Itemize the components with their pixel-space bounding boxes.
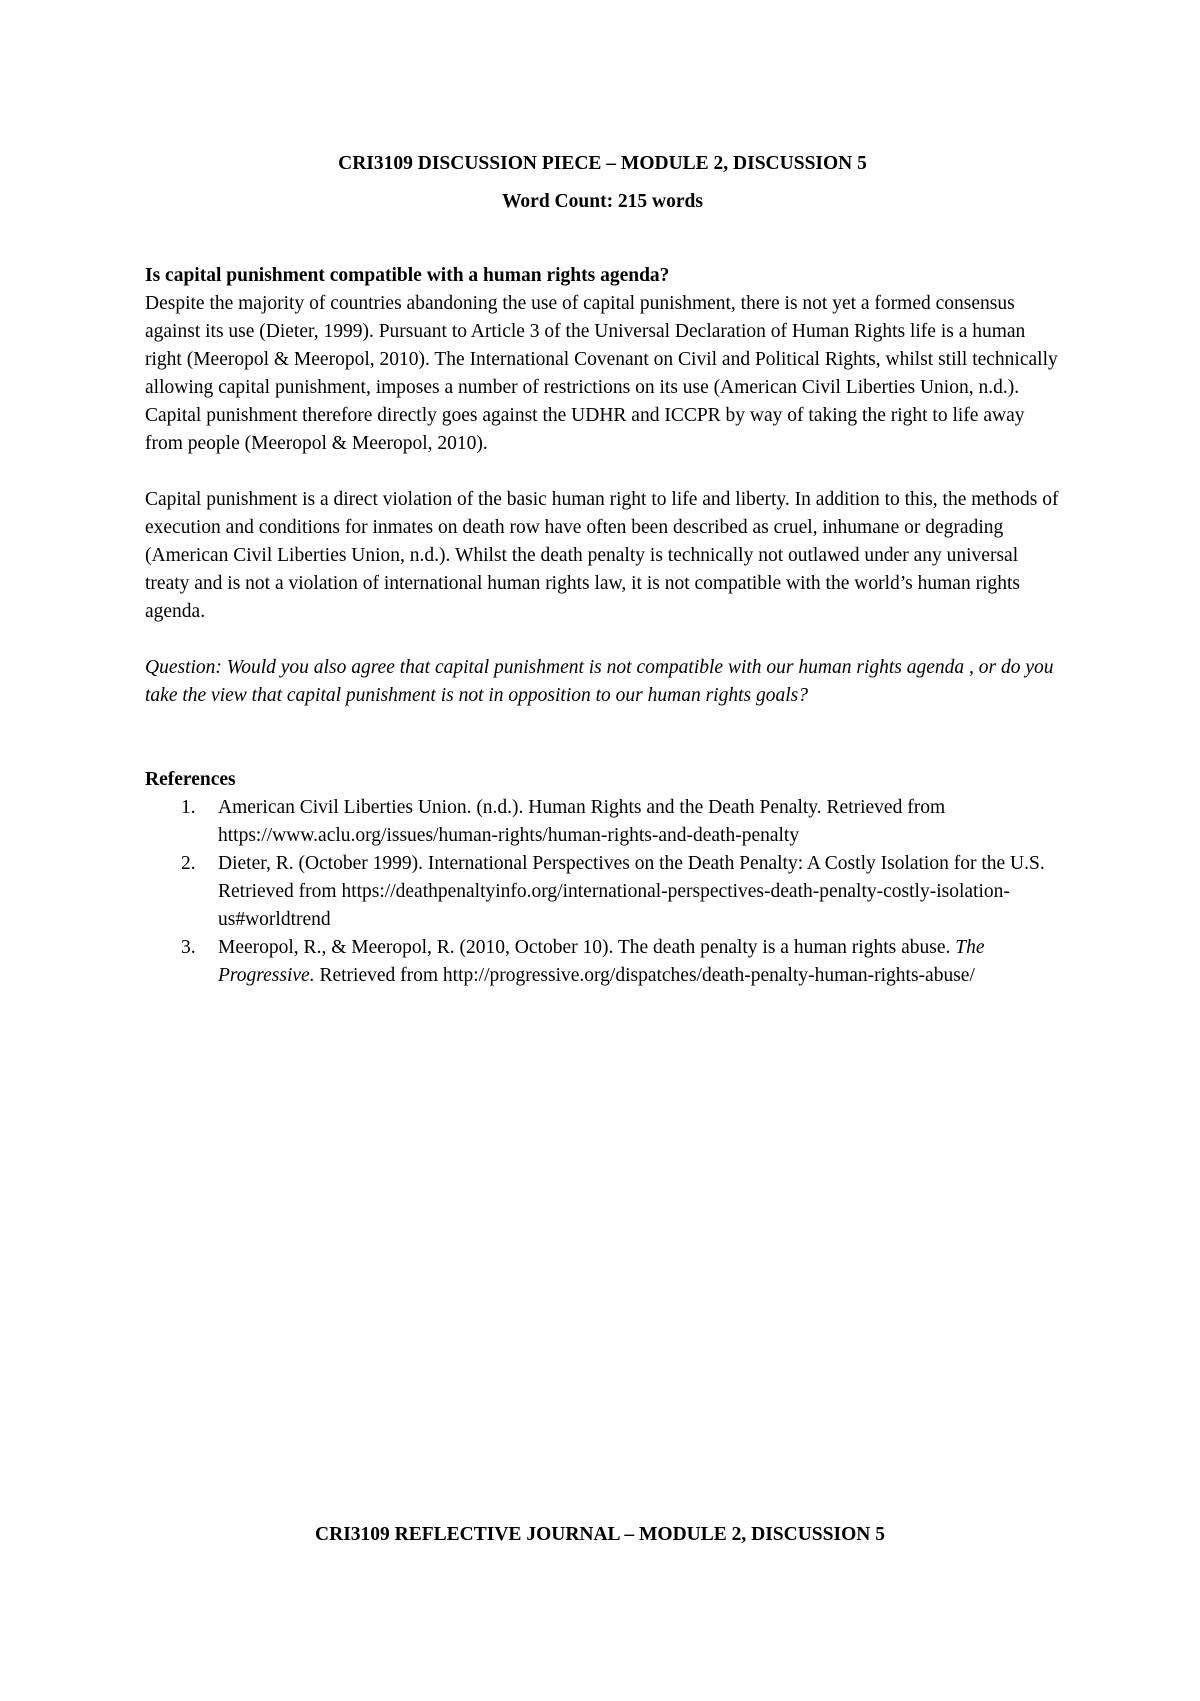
reference-number: 1. (181, 797, 196, 818)
reference-item (145, 850, 1060, 934)
body-paragraph-1: Despite the majority of countries abandoning the use of capital punishment, there is not yet a formed consensus against its use (Dieter, 1999). Pursuant to Article 3 of the Universal Declaration of Human Rights life is a human right (Meeropol & Meeropol, 2010). The International Covenant on Civil and Political Rights, whilst still technically allowing capital punishment, imposes a number of restrictions on its use (American Civil Liberties Union, n.d.). Capital punishment therefore directly goes against the UDHR and ICCPR by way of taking the right to life away from people (Meeropol & Meeropol, 2010). (145, 293, 1058, 454)
body-paragraph-2: Capital punishment is a direct violation of the basic human right to life and liberty. In addition to this, the methods of execution and conditions for inmates on death row have often been described as cruel, inhumane or degrading (American Civil Liberties Union, n.d.). Whilst the death penalty is technically not outlawed under any universal treaty and is not a violation of international human rights law, it is not compatible with the world’s human rights agenda. (145, 489, 1059, 622)
discussion-question: Question: Would you also agree that capital punishment is not compatible with our human rights agenda , or do you take the view that capital punishment is not in opposition to our human rights goals? (145, 657, 1054, 706)
document-title: CRI3109 DISCUSSION PIECE – MODULE 2, DISCUSSION 5 (338, 153, 867, 174)
references-list (145, 794, 1060, 990)
reference-number: 3. (181, 937, 196, 958)
reference-source-title: The Progressive. (218, 937, 985, 986)
reference-text: Meeropol, R., & Meeropol, R. (2010, October 10). The death penalty is a human rights abuse. (218, 937, 956, 958)
reference-text: Dieter, R. (October 1999). International Perspectives on the Death Penalty: A Costly Isolation for the U.S. Retrieved from https://deathpenaltyinfo.org/international-perspectives-death-penalty-costly-isolation-us#worldtrend (218, 853, 1045, 930)
reference-text: American Civil Liberties Union. (n.d.). Human Rights and the Death Penalty. Retrieved from https://www.aclu.org/issues/human-rights/human-rights-and-death-penalty (218, 797, 946, 846)
reference-text-retrieval: Retrieved from http://progressive.org/dispatches/death-penalty-human-rights-abuse/ (314, 965, 975, 986)
reference-item (145, 934, 1060, 990)
reference-number: 2. (181, 853, 196, 874)
references-heading: References (145, 769, 236, 790)
reference-item (145, 794, 1060, 850)
discussion-question-heading: Is capital punishment compatible with a human rights agenda? (145, 265, 670, 286)
word-count: Word Count: 215 words (502, 191, 703, 212)
document-body (145, 150, 1060, 990)
reflective-journal-title: CRI3109 REFLECTIVE JOURNAL – MODULE 2, DISCUSSION 5 (315, 1524, 885, 1545)
